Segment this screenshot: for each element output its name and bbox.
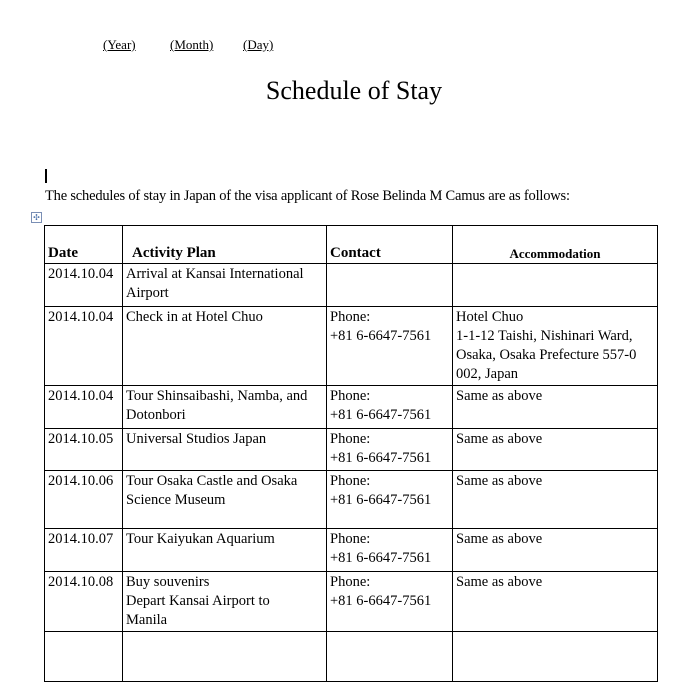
- table-row[interactable]: [45, 386, 658, 429]
- contact-cell[interactable]: Phone: +81 6-6647-7561: [327, 529, 453, 572]
- header-date: Date: [45, 226, 123, 264]
- header-contact: Contact: [327, 226, 453, 264]
- table-row[interactable]: [45, 307, 658, 386]
- activity-cell[interactable]: Arrival at Kansai International Airport: [123, 264, 327, 307]
- table-row[interactable]: [45, 529, 658, 572]
- year-field: (Year): [103, 37, 136, 52]
- accommodation-cell[interactable]: Same as above: [453, 471, 658, 529]
- date-cell[interactable]: 2014.10.04: [45, 386, 123, 429]
- date-cell[interactable]: 2014.10.05: [45, 429, 123, 471]
- date-line: [103, 37, 273, 53]
- activity-cell[interactable]: Check in at Hotel Chuo: [123, 307, 327, 386]
- day-field: (Day): [243, 37, 274, 52]
- contact-cell[interactable]: Phone: +81 6-6647-7561: [327, 572, 453, 632]
- date-cell[interactable]: 2014.10.04: [45, 307, 123, 386]
- accommodation-cell[interactable]: Same as above: [453, 529, 658, 572]
- table-row[interactable]: [45, 632, 658, 682]
- date-cell[interactable]: [45, 632, 123, 682]
- activity-cell[interactable]: [123, 632, 327, 682]
- table-row[interactable]: [45, 264, 658, 307]
- contact-cell[interactable]: [327, 264, 453, 307]
- table-row[interactable]: [45, 471, 658, 529]
- header-activity: Activity Plan: [123, 226, 327, 264]
- date-cell[interactable]: 2014.10.07: [45, 529, 123, 572]
- schedule-table[interactable]: [44, 225, 658, 682]
- document-title: Schedule of Stay: [265, 76, 443, 105]
- date-cell[interactable]: 2014.10.06: [45, 471, 123, 529]
- accommodation-cell[interactable]: Same as above: [453, 386, 658, 429]
- contact-cell[interactable]: Phone: +81 6-6647-7561: [327, 386, 453, 429]
- accommodation-cell[interactable]: Same as above: [453, 429, 658, 471]
- contact-cell[interactable]: Phone: +81 6-6647-7561: [327, 471, 453, 529]
- contact-cell[interactable]: [327, 632, 453, 682]
- text-cursor: [45, 169, 47, 183]
- date-cell[interactable]: 2014.10.04: [45, 264, 123, 307]
- table-header-row: [45, 226, 658, 264]
- month-field: (Month): [170, 37, 214, 52]
- activity-cell[interactable]: Buy souvenirs Depart Kansai Airport to Manila: [123, 572, 327, 632]
- accommodation-cell[interactable]: Same as above: [453, 572, 658, 632]
- table-row[interactable]: [45, 429, 658, 471]
- contact-cell[interactable]: Phone: +81 6-6647-7561: [327, 307, 453, 386]
- header-accommodation: Accommodation: [453, 226, 658, 264]
- accommodation-cell[interactable]: Hotel Chuo 1-1-12 Taishi, Nishinari Ward, Osaka, Osaka Prefecture 557-0 002, Japan: [453, 307, 658, 386]
- activity-cell[interactable]: Tour Osaka Castle and Osaka Science Museum: [123, 471, 327, 529]
- accommodation-cell[interactable]: [453, 632, 658, 682]
- activity-cell[interactable]: Tour Kaiyukan Aquarium: [123, 529, 327, 572]
- table-row[interactable]: [45, 572, 658, 632]
- table-move-handle-icon[interactable]: ✣: [31, 212, 42, 223]
- accommodation-cell[interactable]: [453, 264, 658, 307]
- activity-cell[interactable]: Universal Studios Japan: [123, 429, 327, 471]
- intro-paragraph[interactable]: The schedules of stay in Japan of the visa applicant of Rose Belinda M Camus are as follows:: [45, 188, 570, 204]
- date-cell[interactable]: 2014.10.08: [45, 572, 123, 632]
- activity-cell[interactable]: Tour Shinsaibashi, Namba, and Dotonbori: [123, 386, 327, 429]
- contact-cell[interactable]: Phone: +81 6-6647-7561: [327, 429, 453, 471]
